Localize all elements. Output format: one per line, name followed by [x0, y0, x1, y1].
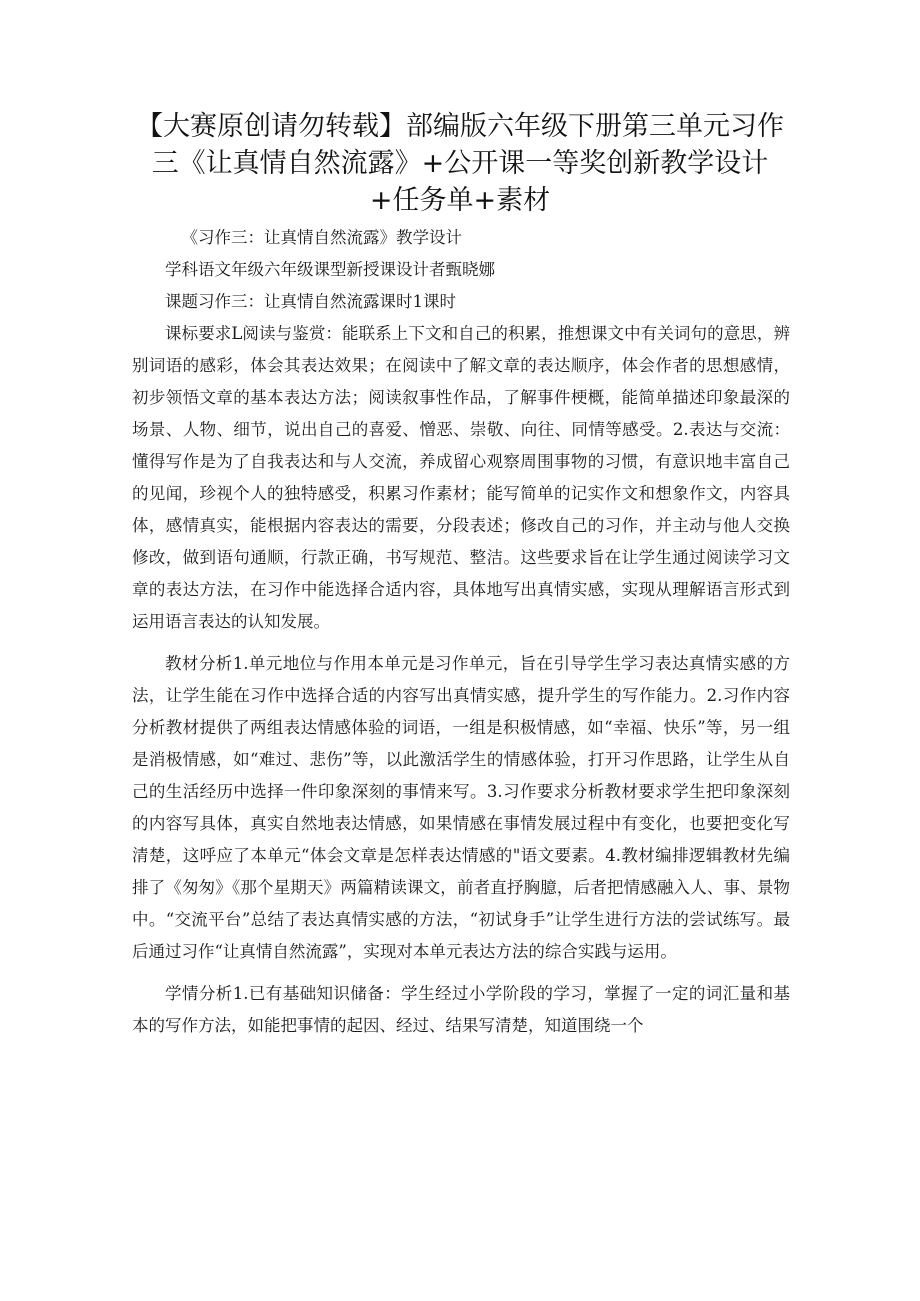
- student-analysis-paragraph: 学情分析1.已有基础知识储备：学生经过小学阶段的学习，掌握了一定的词汇量和基本的写作方法，如能把事情的起因、经过、结果写清楚，知道围绕一个: [132, 984, 790, 1035]
- topic-line: 课题习作三：让真情自然流露课时1课时: [165, 292, 456, 311]
- subtitle: 《习作三：让真情自然流露》教学设计: [181, 228, 462, 247]
- textbook-analysis-paragraph: 教材分析1.单元地位与作用本单元是习作单元，旨在引导学生学习表达真情实感的方法，让学生能在习作中选择合适的内容写出真情实感，提升学生的写作能力。2.习作内容分析教材提供了两组表达情感体验的词语，一组是积极情感，如“幸福、快乐”等，另一组是消极情感，如“难过、悲伤”等，以此激活学生的情感体验，打开习作思路，让学生从自己的生活经历中选择一件印象深刻的事情来写。3.习作要求分析教材要求学生把印象深刻的内容写具体，真实自然地表达情感，如果情感在事情发展过程中有变化，也要把变化写清楚，这呼应了本单元“体会文章是怎样表达情感的"语文要素。4.教材编排逻辑教材先编排了《匆匆》《那个星期天》两篇精读课文，前者直抒胸臆，后者把情感融入人、事、景物中。“交流平台”总结了表达真情实感的方法，“初试身手”让学生进行方法的尝试练写。最后通过习作“让真情自然流露”，实现对本单元表达方法的综合实践与运用。: [132, 654, 790, 961]
- document-title: 【大赛原创请勿转载】部编版六年级下册第三单元习作三《让真情自然流露》+公开课一等奖创新教学设计+任务单+素材: [136, 111, 784, 216]
- document-body: [132, 222, 790, 1042]
- curriculum-standard-paragraph: 课标要求L阅读与鉴赏：能联系上下文和自己的积累，推想课文中有关词句的意思，辨别词语的感彩，体会其表达效果；在阅读中了解文章的表达顺序，体会作者的思想感情，初步领悟文章的基本表达方法；阅读叙事性作品，了解事件梗概，能简单描述印象最深的场景、人物、细节，说出自己的喜爱、憎恶、崇敬、向往、同情等感受。2.表达与交流：懂得写作是为了自我表达和与人交流，养成留心观察周围事物的习惯，有意识地丰富自己的见闻，珍视个人的独特感受，积累习作素材；能写简单的记实作文和想象作文，内容具体，感情真实，能根据内容表达的需要，分段表述；修改自己的习作，并主动与他人交换修改，做到语句通顺，行款正确，书写规范、整洁。这些要求旨在让学生通过阅读学习文章的表达方法，在习作中能选择合适内容，具体地写出真情实感，实现从理解语言形式到运用语言表达的认知发展。: [132, 324, 790, 631]
- meta-line: 学科语文年级六年级课型新授课设计者甄晓娜: [165, 260, 495, 279]
